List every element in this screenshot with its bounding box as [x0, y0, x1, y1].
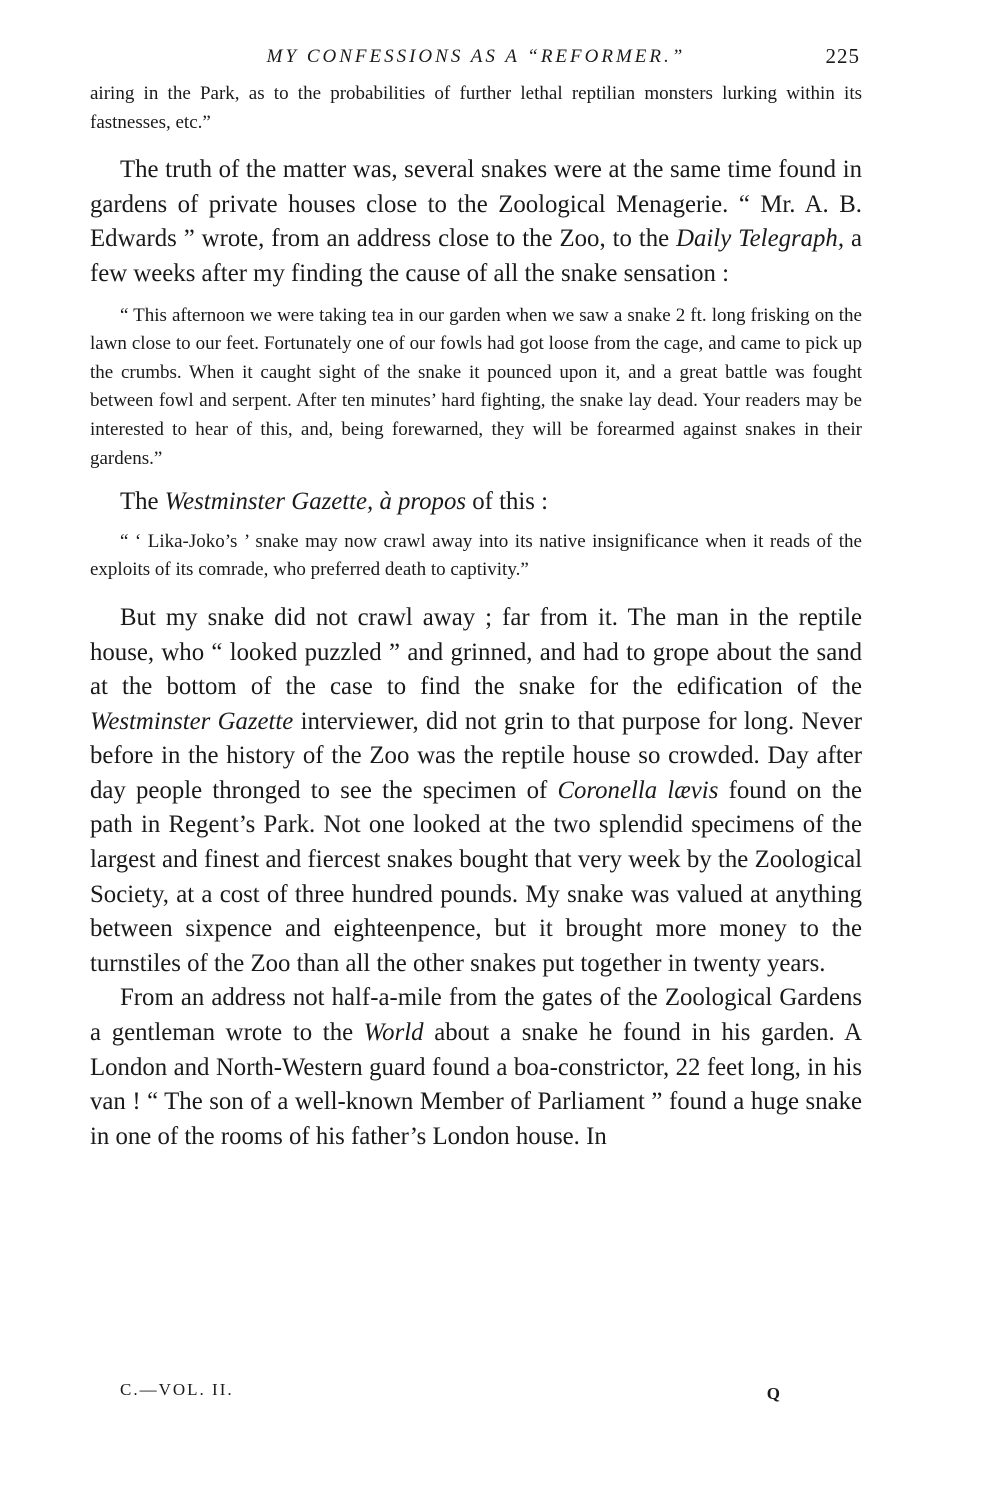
page-number: 225 [825, 44, 860, 68]
paragraph-3-text-c: found on the path in Regent’s Park. Not one looked at the two splendid specimens of the largest and finest and fiercest snakes bought that very week by the Zoological Society, at a cost of three hundred pounds. My snake was valued at anything between sixpence and eighteenpence, but it brought more money to the turnstiles of the Zoo than all the other snakes put together in twenty years. [90, 776, 862, 977]
newspaper-title-westminster-gazette-2: Westminster Gazette [90, 707, 294, 735]
signature-letter: Q [766, 1384, 782, 1403]
paragraph-3 [90, 601, 862, 982]
paragraph-4-text-a: From an address not half-a-mile from the gates of the Zoological Gardens a gentleman wrote to the [90, 984, 862, 1047]
phrase-a-propos: à propos [379, 488, 467, 516]
signature-mark: C.—VOL. II. [120, 1380, 234, 1399]
book-page [90, 40, 862, 1154]
carryover-text: airing in the Park, as to the probabilities of further lethal reptilian monsters lurking within its fastnesses, etc.” [90, 83, 862, 133]
paragraph-3-text-b: interviewer, did not grin to that purpose for long. Never before in the history of the Zoo was the reptile house so crowded. Day after day people thronged to see the specimen of [90, 707, 863, 804]
running-title: MY CONFESSIONS AS A “REFORMER.” [266, 46, 686, 67]
paragraph-2-text-b: of this : [466, 488, 548, 516]
paragraph-4-text-b: about a snake he found in his garden. A London and North-Western guard found a boa-constrictor, 22 feet long, in his van ! “ The son of a well-known Member of Parliament ” found a huge snake in one of the rooms of his father’s London house. In [90, 1019, 862, 1150]
newspaper-title-world: World [363, 1019, 424, 1047]
paragraph-4 [90, 981, 862, 1154]
paragraph-1-text-b: a few weeks after my finding the cause of all the snake sensation : [90, 225, 862, 287]
paragraph-3-text-a: But my snake did not crawl away ; far from it. The man in the reptile house, who “ looked puzzled ” and grinned, and had to grope about the sand at the bottom of the case to find the snake for the edification of the [90, 603, 862, 701]
running-head [90, 40, 862, 80]
newspaper-title-westminster-gazette: Westminster Gazette, [164, 488, 374, 516]
newspaper-title-daily-telegraph: Daily Telegraph, [676, 225, 845, 253]
paragraph-1 [90, 153, 862, 291]
quotation-westminster-gazette: “ ‘ Lika-Joko’s ’ snake may now crawl away into its native insignificance when it reads of the exploits of its comrade, who preferred death to captivity.” [90, 530, 862, 581]
paragraph-1-text-a: The truth of the matter was, several snakes were at the same time found in gardens of private houses close to the Zoological Menagerie. “ Mr. A. B. Edwards ” wrote, from an address close to the Zoo, to the [90, 156, 862, 253]
quotation-edwards-letter: “ This afternoon we were taking tea in our garden when we saw a snake 2 ft. long frisking on the lawn close to our feet. Fortunately one of our fowls had got loose from the cage, and came to pick up the crumbs. When it caught sight of the snake it pounced upon it, and a great battle was fought between fowl and serpent. After ten minutes’ hard fighting, the snake lay dead. Your readers may be interested to hear of this, and, being forewarned, they will be forearmed against snakes in their gardens.” [90, 304, 862, 469]
paragraph-2-text-a: The [120, 488, 165, 516]
paragraph-2 [90, 485, 862, 520]
species-name: Coronella lævis [557, 776, 719, 804]
